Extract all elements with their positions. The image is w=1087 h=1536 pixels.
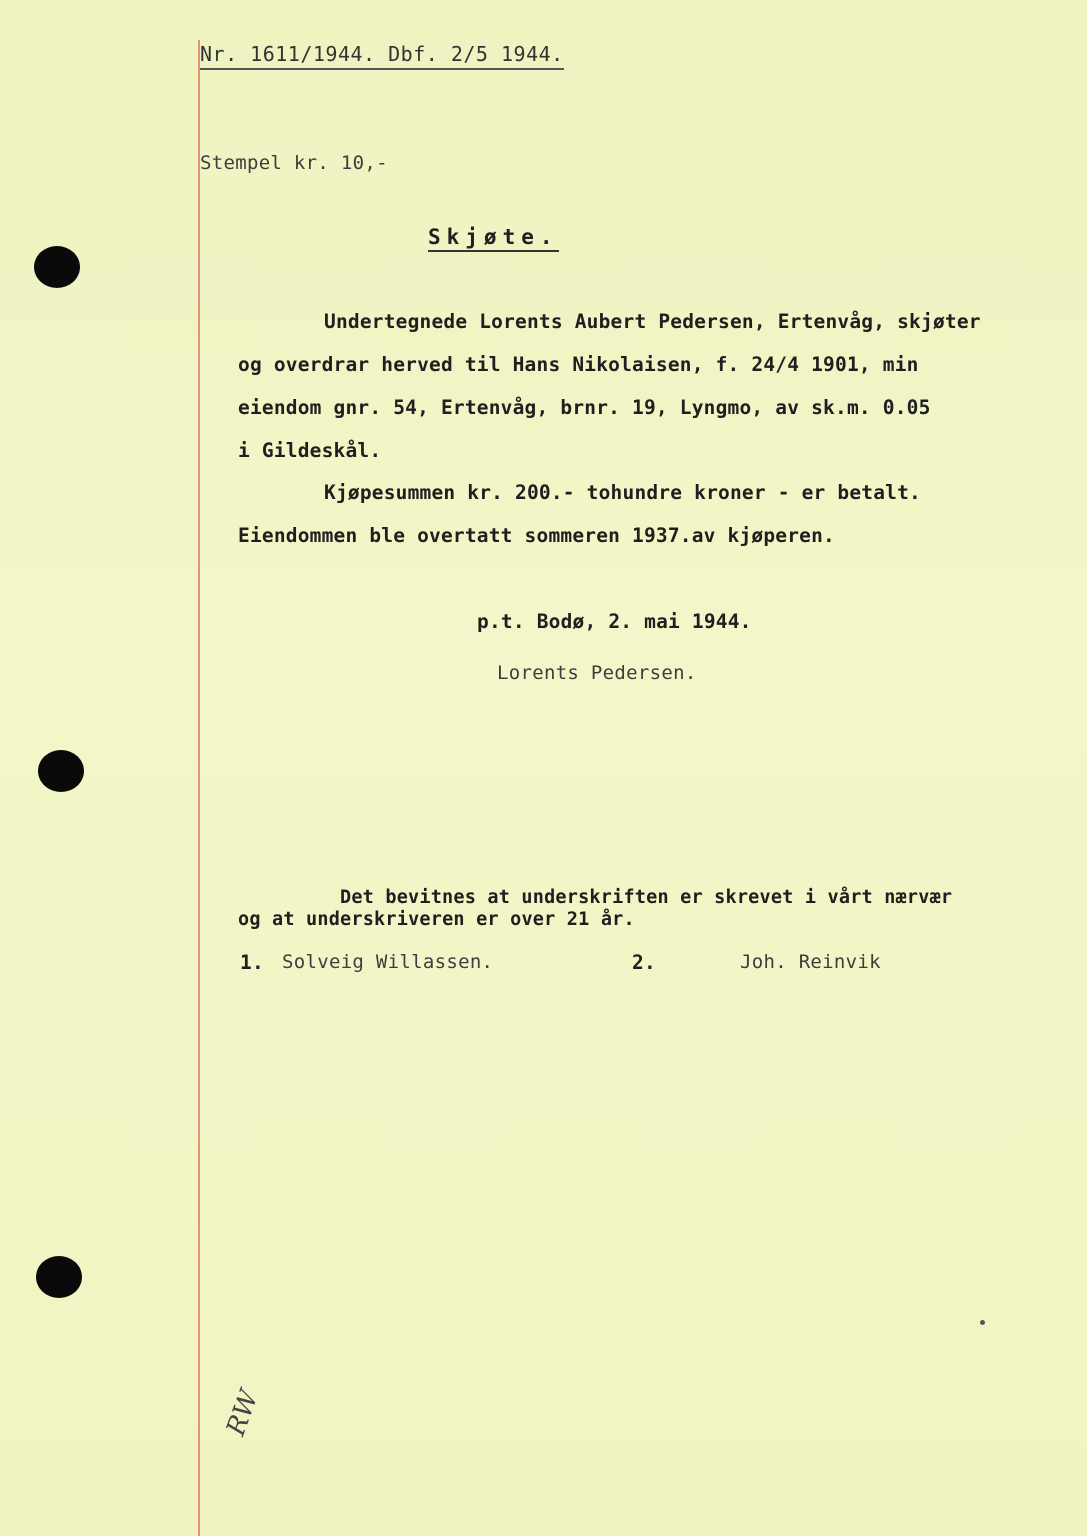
place-date: p.t. Bodø, 2. mai 1944. <box>477 610 752 633</box>
body-line-3: eiendom gnr. 54, Ertenvåg, brnr. 19, Lyngmo, av sk.m. 0.05 <box>238 396 931 419</box>
witness-2-number: 2. <box>632 951 656 974</box>
body-line-1: Undertegnede Lorents Aubert Pedersen, Ertenvåg, skjøter <box>324 310 981 333</box>
body-line-4: i Gildeskål. <box>238 439 382 462</box>
margin-line <box>198 40 200 1536</box>
witness-2-name: Joh. Reinvik <box>740 951 881 973</box>
witness-line-2: og at underskriveren er over 21 år. <box>238 909 635 930</box>
document-title: Skjøte. <box>428 225 559 252</box>
punch-hole-middle <box>38 750 84 792</box>
witness-1-name: Solveig Willassen. <box>282 951 494 973</box>
witness-1-number: 1. <box>240 951 264 974</box>
seller-signature: Lorents Pedersen. <box>497 662 697 684</box>
body-line-2: og overdrar herved til Hans Nikolaisen, f. 24/4 1901, min <box>238 353 919 376</box>
witness-line-1: Det bevitnes at underskriften er skrevet i vårt nærvær <box>340 887 953 908</box>
body-line-5: Kjøpesummen kr. 200.- tohundre kroner - er betalt. <box>324 481 921 504</box>
handwritten-initials: RW <box>220 1386 265 1440</box>
document-number-header: Nr. 1611/1944. Dbf. 2/5 1944. <box>200 42 564 70</box>
punch-hole-bottom <box>36 1256 82 1298</box>
body-line-6: Eiendommen ble overtatt sommeren 1937.av kjøperen. <box>238 524 835 547</box>
stamp-fee: Stempel kr. 10,- <box>200 152 388 174</box>
punch-hole-top <box>34 246 80 288</box>
ink-dot <box>980 1320 985 1325</box>
